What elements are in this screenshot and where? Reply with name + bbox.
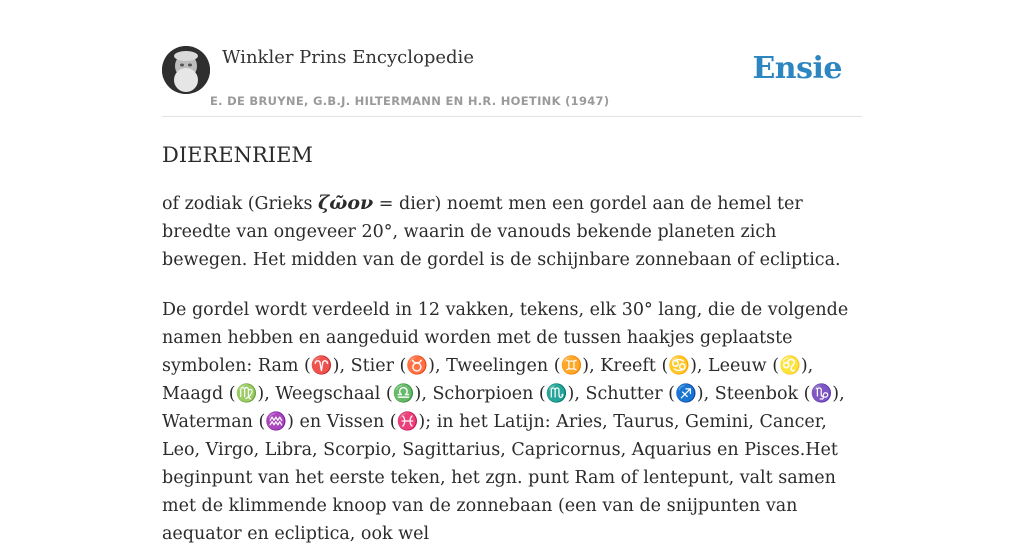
author-avatar[interactable]	[162, 46, 210, 94]
greek-word: ζῶον	[318, 192, 374, 214]
p1-text-start: of zodiak (Grieks	[162, 194, 319, 214]
article-paragraph-2: De gordel wordt verdeeld in 12 vakken, tekens, elk 30° lang, die de volgende namen hebben en aangeduid worden met de tussen haakjes geplaatste symbolen: Ram (♈), Stier (♉), Tweelingen (♊), Kreeft (♋), Leeuw (♌), Maagd (♍), Weegschaal (♎), Schorpioen (♏), Schutter (♐), Steenbok (♑), Waterman (♒) en Vissen (♓); in het Latijn: Aries, Taurus, Gemini, Cancer, Leo, Virgo, Libra, Scorpio, Sagittarius, Capricornus, Aquarius en Pisces.Het beginpunt van het eerste teken, het zgn. punt Ram of lentepunt, valt samen met de klimmende knoop van de zonnebaan (een van de snijpunten van aequator en ecliptica, ook wel	[162, 300, 849, 544]
brand-logo[interactable]: Ensie	[752, 51, 842, 86]
source-header	[162, 0, 862, 117]
article-paragraph-1	[162, 189, 862, 274]
page	[162, 0, 862, 548]
source-title[interactable]: Winkler Prins Encyclopedie	[222, 47, 474, 68]
source-authors: E. DE BRUYNE, G.B.J. HILTERMANN EN H.R. HOETINK (1947)	[210, 94, 610, 108]
p1-text-end: = dier) noemt men een gordel aan de hemel ter breedte van ongeveer 20°, waarin de vanouds bekende planeten zich bewegen. Het midden van de gordel is de schijnbare zonnebaan of ecliptica.	[162, 194, 841, 270]
article-title: DIERENRIEM	[162, 143, 313, 167]
